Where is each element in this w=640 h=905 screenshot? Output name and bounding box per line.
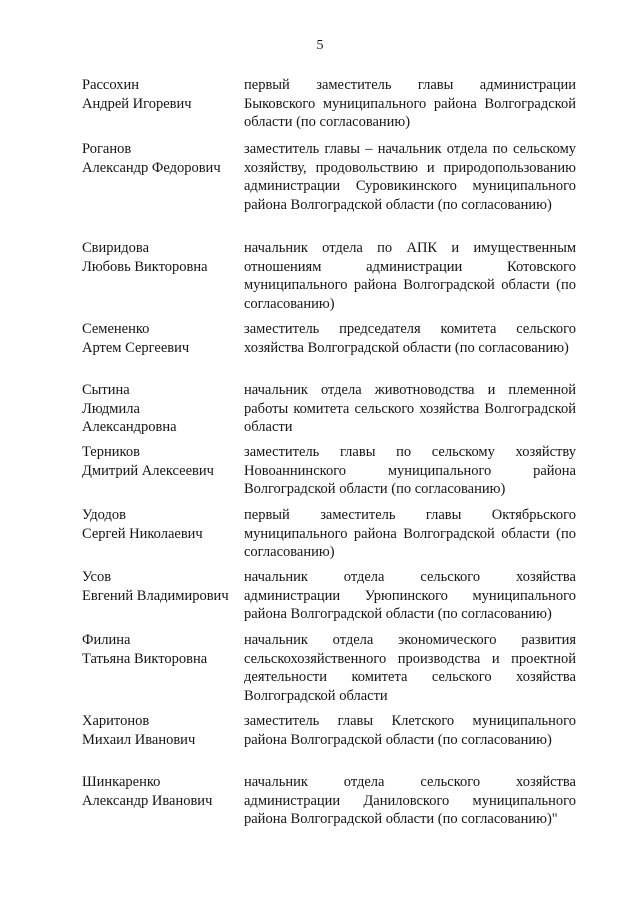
surname: Семененко	[82, 321, 150, 337]
given-names: Татьяна Викторовна	[82, 650, 208, 667]
given-names: Александр Иванович	[82, 792, 213, 809]
given-names: Сергей Николаевич	[82, 525, 203, 542]
position-description: начальник отдела сельского хозяйства администрации Урюпинского муниципального района Волгоградской области (по согласованию)	[244, 569, 576, 623]
list-item	[82, 712, 576, 749]
list-item	[82, 568, 576, 624]
position-description: заместитель главы – начальник отдела по сельскому хозяйству, продовольствию и природопользованию администрации Суровикинского муниципального района Волгоградской области (по согласованию)	[244, 141, 576, 213]
person-name	[82, 76, 244, 132]
person-name	[82, 320, 244, 357]
list-item	[82, 506, 576, 562]
position-description: начальник отдела по АПК и имущественным отношениям администрации Котовского муниципального района Волгоградской области (по согласованию)	[244, 240, 576, 312]
surname: Роганов	[82, 141, 132, 157]
list-item	[82, 631, 576, 705]
given-names: Людмила	[82, 400, 140, 417]
surname: Филина	[82, 632, 131, 648]
person-name	[82, 239, 244, 313]
person-name	[82, 381, 244, 437]
surname: Сытина	[82, 382, 130, 398]
given-names: Александр Федорович	[82, 159, 221, 176]
person-name	[82, 773, 244, 829]
given-names: Артем Сергеевич	[82, 339, 190, 356]
position-description: начальник отдела экономического развития сельскохозяйственного производства и проектной деятельности комитета сельского хозяйства Волгоградской области	[244, 632, 576, 704]
given-names: Михаил Иванович	[82, 731, 196, 748]
list-item	[82, 443, 576, 499]
surname: Удодов	[82, 507, 126, 523]
given-names: Андрей Игоревич	[82, 95, 192, 112]
list-item	[82, 381, 576, 437]
page-number: 5	[316, 38, 324, 53]
position-description: заместитель главы по сельскому хозяйству Новоаннинского муниципального района Волгоградской области (по согласованию)	[244, 444, 576, 498]
position-description: начальник отдела животноводства и племенной работы комитета сельского хозяйства Волгоградской области	[244, 382, 576, 436]
position-description: заместитель главы Клетского муниципального района Волгоградской области (по согласованию)	[244, 713, 576, 748]
position-description: заместитель председателя комитета сельского хозяйства Волгоградской области (по согласованию)	[244, 321, 576, 356]
person-name	[82, 568, 244, 624]
position-description: первый заместитель главы администрации Быковского муниципального района Волгоградской области (по согласованию)	[244, 77, 576, 131]
position-description: первый заместитель главы Октябрьского муниципального района Волгоградской области (по согласованию)	[244, 507, 576, 561]
person-name	[82, 712, 244, 749]
patronymic: Александровна	[82, 419, 177, 436]
position-description: начальник отдела сельского хозяйства администрации Даниловского муниципального района Волгоградской области (по согласованию)"	[244, 774, 576, 828]
list-item	[82, 239, 576, 313]
person-name	[82, 140, 244, 214]
given-names: Евгений Владимирович	[82, 587, 229, 604]
person-name	[82, 631, 244, 705]
surname: Свиридова	[82, 240, 150, 256]
surname: Усов	[82, 569, 112, 585]
list-item	[82, 773, 576, 829]
person-name	[82, 443, 244, 499]
surname: Харитонов	[82, 713, 150, 729]
given-names: Любовь Викторовна	[82, 258, 208, 275]
given-names: Дмитрий Алексеевич	[82, 462, 214, 479]
surname: Шинкаренко	[82, 774, 161, 790]
person-name	[82, 506, 244, 562]
list-item	[82, 140, 576, 214]
list-item	[82, 320, 576, 357]
surname: Терников	[82, 444, 140, 460]
surname: Рассохин	[82, 77, 140, 93]
list-item	[82, 76, 576, 132]
